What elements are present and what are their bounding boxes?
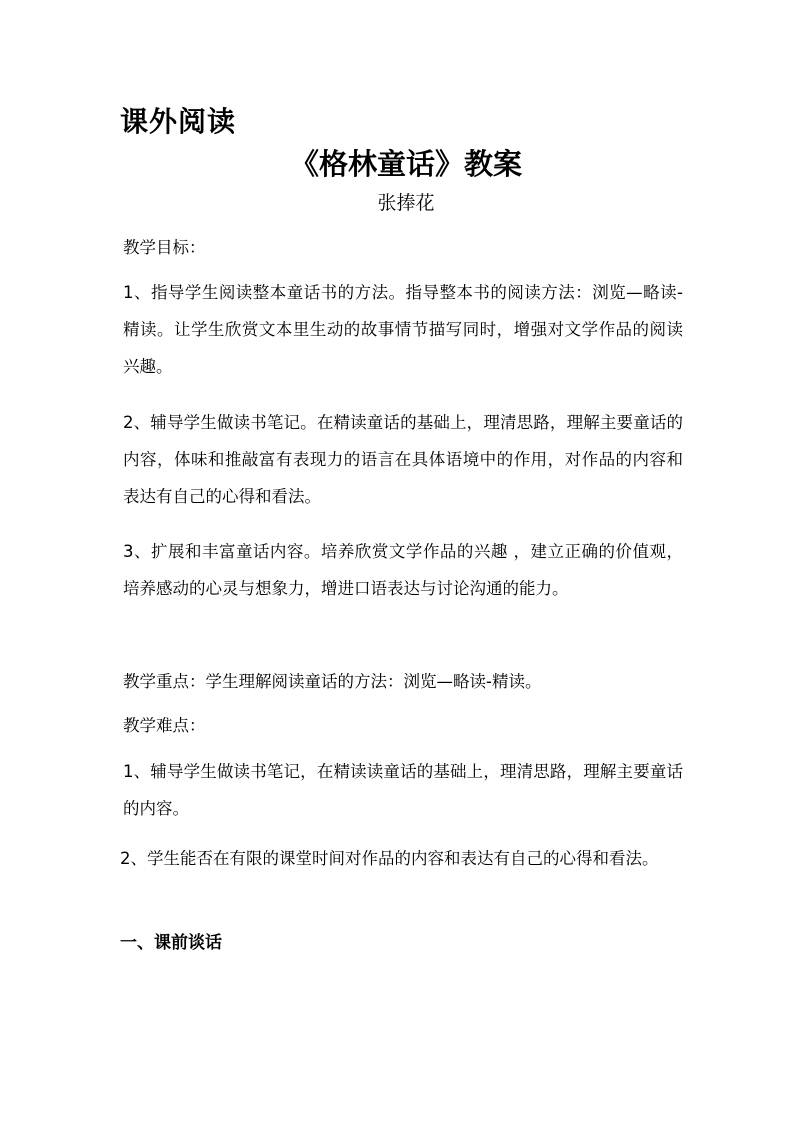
objective-item-2 <box>123 404 683 515</box>
page-heading: 课外阅读 <box>120 105 237 138</box>
objectives-label: 教学目标： <box>123 238 206 257</box>
difficulty-text-2: 2、学生能否在有限的课堂时间对作品的内容和表达有自己的心得和看法。 <box>120 849 659 868</box>
objective-item-3 <box>123 533 683 607</box>
section-heading-1: 一、课前谈话 <box>120 933 222 953</box>
key-point: 教学重点：学生理解阅读童话的方法：浏览—略读-精读。 <box>123 672 542 691</box>
difficulties-label: 教学难点： <box>123 716 206 735</box>
objective-text-1: 1、指导学生阅读整本童话书的方法。指导整本书的阅读方法：浏览—略读-精读。让学生欣赏文本里生动的故事情节描写同时，增强对文学作品的阅读兴趣。 <box>123 283 683 376</box>
difficulty-item-1 <box>123 753 683 827</box>
difficulty-item-2 <box>120 840 684 877</box>
objective-item-1 <box>123 274 683 385</box>
objective-text-3: 3、扩展和丰富童话内容。培养欣赏文学作品的兴趣 ，建立正确的价值观，培养感动的心灵与想象力，增进口语表达与讨论沟通的能力。 <box>123 542 683 598</box>
author-name: 张捧花 <box>377 192 435 214</box>
document-title: 《格林童话》教案 <box>289 147 522 181</box>
difficulty-text-1: 1、辅导学生做读书笔记，在精读读童话的基础上，理清思路，理解主要童话的内容。 <box>123 762 683 818</box>
objective-text-2: 2、辅导学生做读书笔记。在精读童话的基础上，理清思路，理解主要童话的内容，体味和推敲富有表现力的语言在具体语境中的作用，对作品的内容和表达有自己的心得和看法。 <box>123 413 683 506</box>
